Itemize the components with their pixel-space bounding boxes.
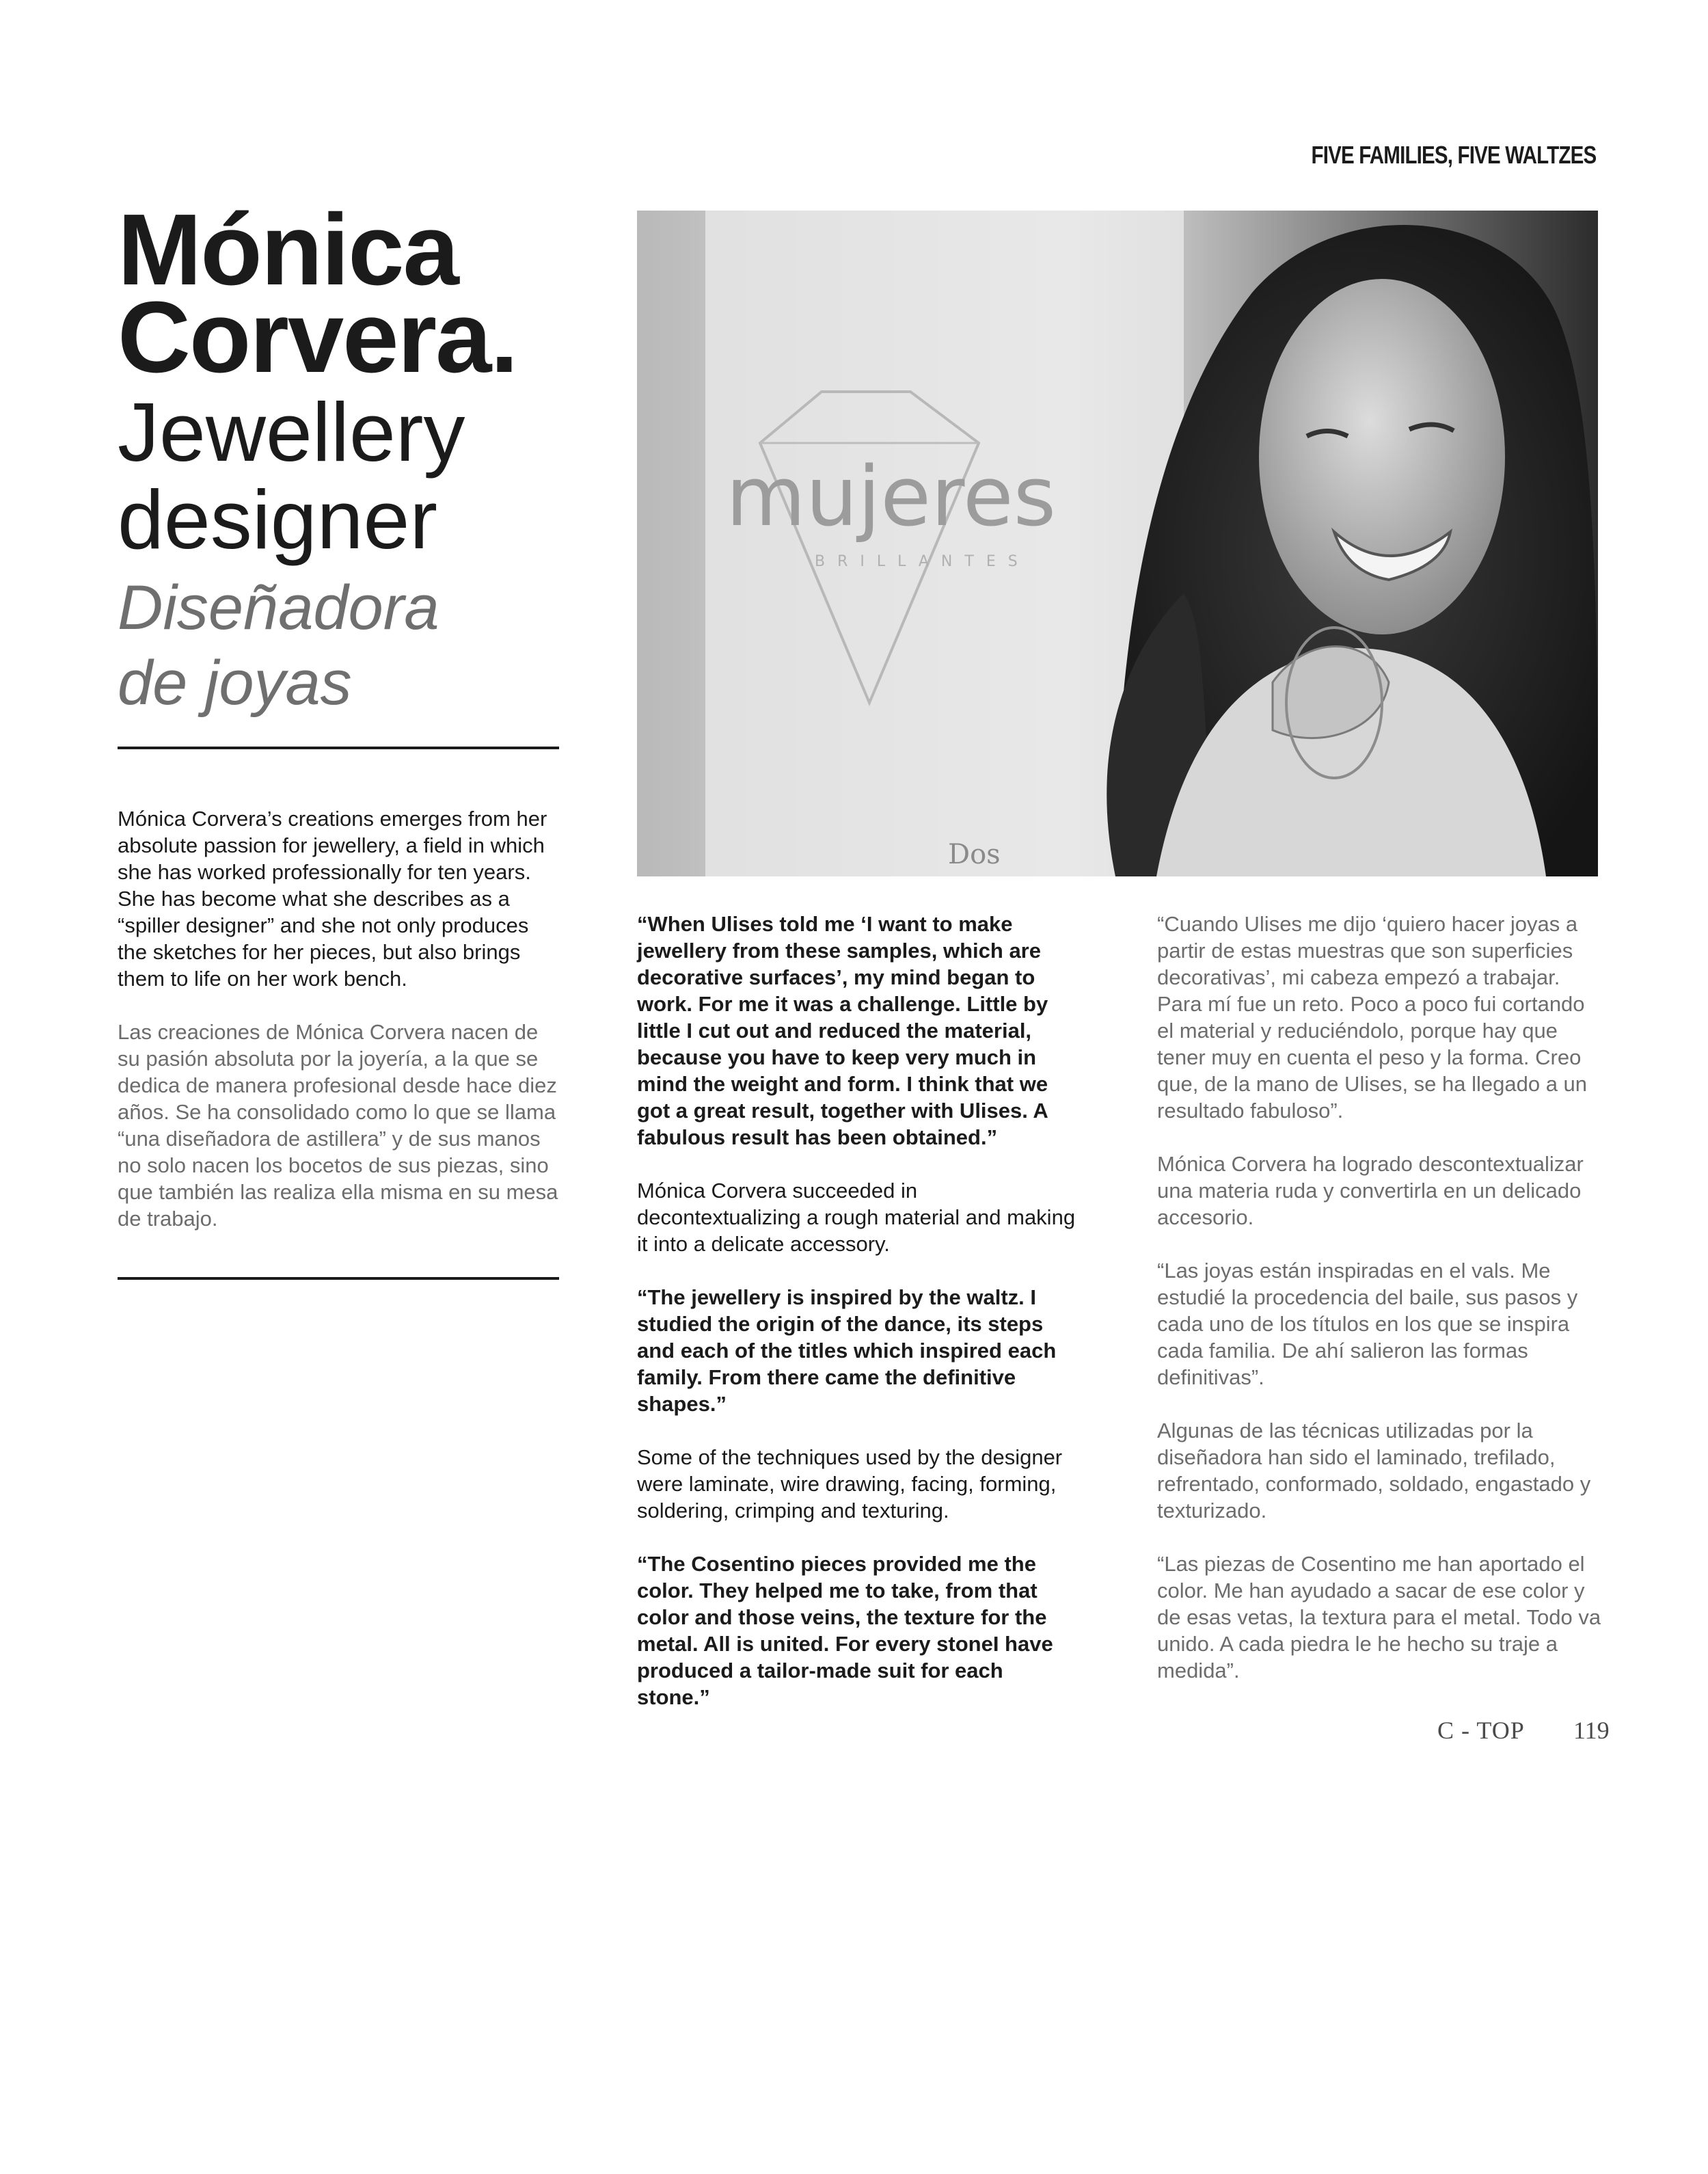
intro-en: Mónica Corvera’s creations emerges from her absolute passion for jewellery, a field in which she has worked professionally for ten years. She has become what she describes as a “spiller designer” and she not only produces the sketches for her pieces, but also brings them to life on her work bench. bbox=[118, 807, 547, 991]
quote-en-1: “When Ulises told me ‘I want to make jewellery from these samples, which are decorative surfaces’, my mind began to work. For me it was a challenge. Little by little I cut out and reduced the material, because you have to keep very much in mind the weight and form. I think that we got a great result, together with Ulises. A fabulous result has been obtained.” bbox=[637, 912, 1048, 1149]
page-number: 119 bbox=[1573, 1717, 1610, 1744]
designer-role-en bbox=[118, 386, 569, 566]
magazine-brand: C - TOP bbox=[1437, 1717, 1525, 1744]
photo-banner-corner: Dos bbox=[948, 839, 1001, 870]
divider-bottom bbox=[118, 1277, 559, 1280]
column-spanish bbox=[1157, 911, 1601, 1710]
designer-name-line1: Mónica bbox=[118, 193, 458, 306]
designer-role-es-line1: Diseñadora bbox=[118, 573, 439, 643]
quote-es-2: “Las joyas están inspiradas en el vals. Me estudié la procedencia del baile, sus pasos y cada uno de los títulos en los que se inspira cada familia. De ahí salieron las formas definitivas”. bbox=[1157, 1259, 1578, 1389]
title-block bbox=[118, 193, 569, 721]
quote-en-3: “The Cosentino pieces provided me the color. They helped me to take, from that color and those veins, the texture for the metal. All is united. For every stoneI have produced a tailor-made suit for each stone.” bbox=[637, 1552, 1053, 1709]
quote-es-1: “Cuando Ulises me dijo ‘quiero hacer joyas a partir de estas muestras que son superficies decorativas’, mi cabeza empezó a trabajar. Para mí fue un reto. Poco a poco fui cortando el material y reduciéndolo, porque hay que tener muy en cuenta el peso y la forma. Creo que, de la mano de Ulises, se ha llegado a un resultado fabuloso”. bbox=[1157, 912, 1588, 1123]
photo-banner-text: mujeres bbox=[726, 450, 1057, 545]
photo-banner-subtext: BRILLANTES bbox=[815, 553, 1030, 570]
designer-role-es bbox=[118, 570, 569, 721]
portrait-photo bbox=[637, 211, 1598, 876]
designer-name bbox=[118, 193, 569, 394]
quote-es-3: “Las piezas de Cosentino me han aportado el color. Me han ayudado a sacar de ese color y de esas vetas, la textura para el metal. Todo va unido. A cada piedra le he hecho su traje a medida”. bbox=[1157, 1552, 1601, 1682]
designer-name-line2: Corvera. bbox=[118, 281, 517, 394]
paragraph-es-1: Mónica Corvera ha logrado descontextualizar una materia ruda y convertirla en un delicado accesorio. bbox=[1157, 1152, 1584, 1229]
column-english bbox=[637, 911, 1081, 1737]
divider-top bbox=[118, 747, 559, 749]
intro-es: Las creaciones de Mónica Corvera nacen de su pasión absoluta por la joyería, a la que se dedica de manera profesional desde hace diez años. Se ha consolidado como lo que se llama “una diseñadora de astillera” y de sus manos no solo nacen los bocetos de sus piezas, sino que también las realiza ella misma en su mesa de trabajo. bbox=[118, 1020, 558, 1231]
section-label: FIVE FAMILIES, FIVE WALTZES bbox=[1311, 141, 1596, 169]
paragraph-es-2: Algunas de las técnicas utilizadas por la diseñadora han sido el laminado, trefilado, refrentado, conformado, soldado, engastado y texturizado. bbox=[1157, 1419, 1591, 1522]
intro-text bbox=[118, 805, 562, 1259]
designer-role-en-line1: Jewellery bbox=[118, 386, 465, 479]
paragraph-en-1: Mónica Corvera succeeded in decontextualizing a rough material and making it into a delicate accessory. bbox=[637, 1179, 1076, 1256]
designer-role-en-line2: designer bbox=[118, 473, 437, 566]
paragraph-en-2: Some of the techniques used by the designer were laminate, wire drawing, facing, forming, soldering, crimping and texturing. bbox=[637, 1445, 1063, 1522]
quote-en-2: “The jewellery is inspired by the waltz. I studied the origin of the dance, its steps and each of the titles which inspired each family. From there came the definitive shapes.” bbox=[637, 1285, 1057, 1416]
designer-role-es-line2: de joyas bbox=[118, 648, 352, 718]
